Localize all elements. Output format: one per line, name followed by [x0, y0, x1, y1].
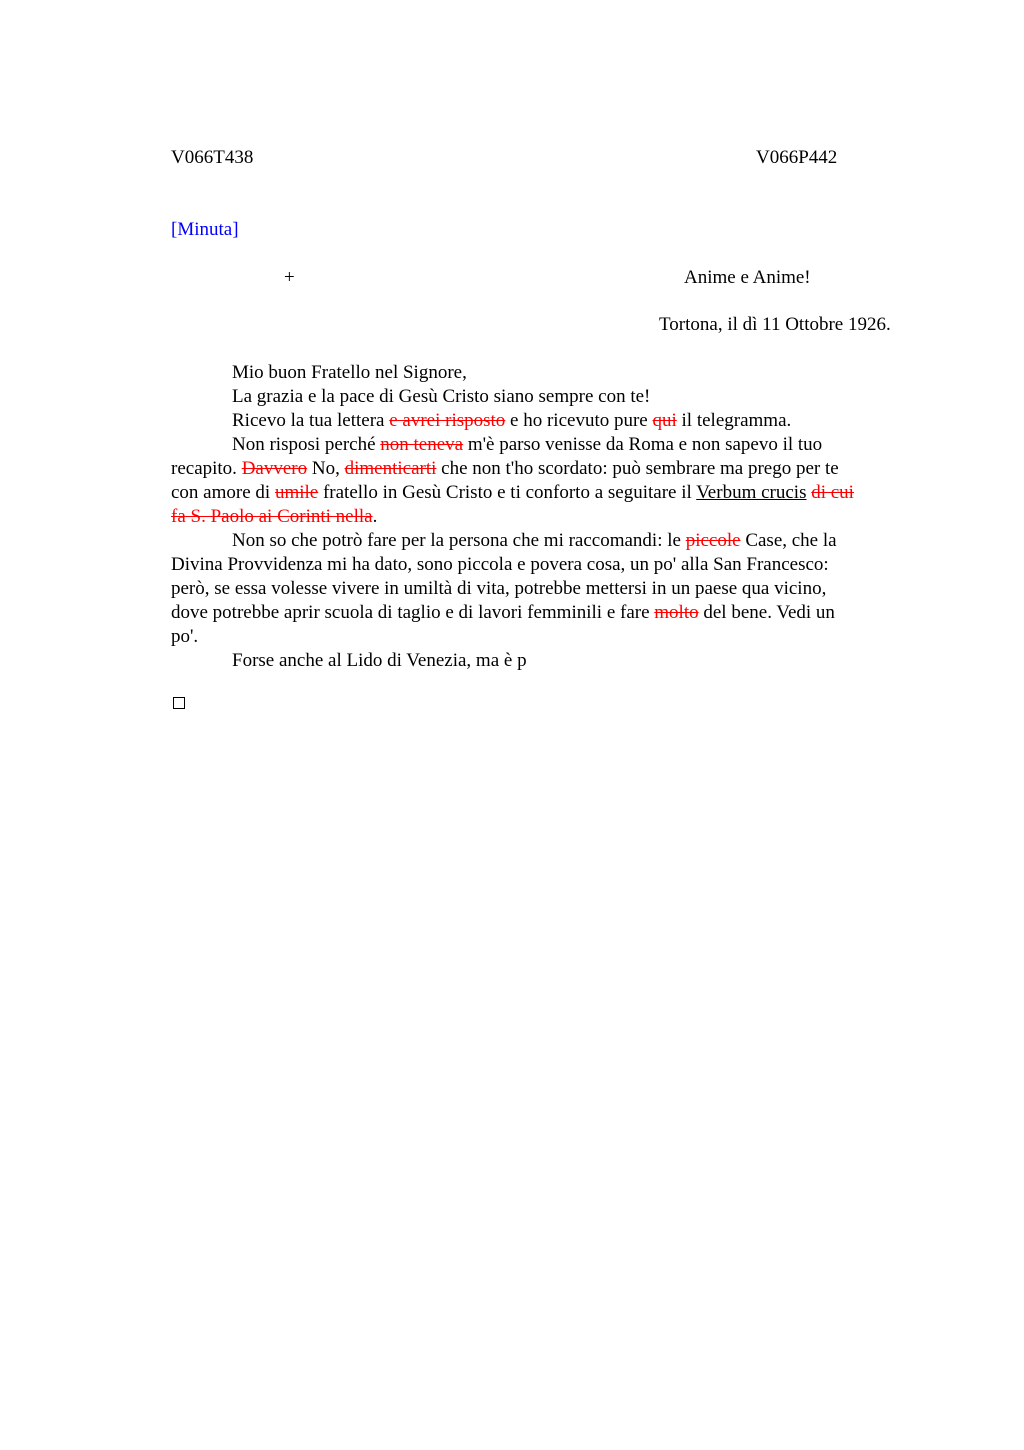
place-date: Tortona, il dì 11 Ottobre 1926.	[659, 314, 891, 335]
letter-body	[171, 361, 921, 673]
text-run: che non t'ho scordato: può sembrare ma prego per te	[436, 458, 839, 479]
text-run: dove potrebbe aprir scuola di taglio e di lavori femminili e fare	[171, 602, 655, 623]
paragraph-3-line-3: però, se essa volesse vivere in umiltà di vita, potrebbe mettersi in un paese qua vicino,	[171, 578, 827, 599]
text-run: Non risposi perché	[232, 434, 381, 455]
deleted-text: umile	[274, 482, 319, 503]
text-run: recapito.	[171, 458, 242, 479]
text-run: del bene. Vedi un	[698, 602, 835, 623]
cross-mark: +	[284, 267, 295, 288]
text-run: Ricevo la tua lettera	[232, 410, 390, 431]
text-run: No,	[307, 458, 345, 479]
deleted-text: non teneva	[380, 434, 464, 455]
text-run: m'è parso venisse da Roma e non sapevo il tuo	[463, 434, 823, 455]
paragraph-2-line-1	[171, 433, 921, 457]
paragraph-2-line-2	[171, 457, 921, 481]
deleted-text: Davvero	[241, 458, 308, 479]
deleted-text: fa S. Paolo ai Corinti nella	[171, 506, 373, 527]
deleted-text: molto	[654, 602, 699, 623]
paragraph-4: Forse anche al Lido di Venezia, ma è p	[232, 650, 527, 671]
greeting: La grazia e la pace di Gesù Cristo siano sempre con te!	[232, 386, 651, 407]
deleted-text: dimenticarti	[344, 458, 437, 479]
deleted-text: piccole	[685, 530, 741, 551]
paragraph-1	[171, 409, 921, 433]
paragraph-3-line-4	[171, 601, 921, 625]
paragraph-3-line-2: Divina Provvidenza mi ha dato, sono piccola e povera cosa, un po' alla San Francesco:	[171, 554, 829, 575]
paragraph-3-line-5: po'.	[171, 626, 199, 647]
square-outline-icon	[173, 697, 185, 709]
paragraph-2-line-4	[171, 505, 921, 529]
document-code-right: V066P442	[756, 147, 838, 168]
text-run: .	[372, 506, 378, 527]
text-run: fratello in Gesù Cristo e ti conforto a seguitare il	[318, 482, 697, 503]
deleted-text: qui	[652, 410, 677, 431]
document-code-left: V066T438	[171, 147, 254, 168]
text-run: il telegramma.	[676, 410, 792, 431]
text-run: Case, che la	[740, 530, 837, 551]
salutation: Mio buon Fratello nel Signore,	[232, 362, 467, 383]
motto: Anime e Anime!	[684, 267, 811, 288]
paragraph-2-line-3	[171, 481, 921, 505]
paragraph-3-line-1	[171, 529, 921, 553]
text-run: con amore di	[171, 482, 275, 503]
underlined-text: Verbum crucis	[696, 482, 807, 503]
draft-note: [Minuta]	[171, 219, 239, 240]
deleted-text: di cui	[811, 482, 854, 503]
text-run: e ho ricevuto pure	[505, 410, 653, 431]
text-run: Non so che potrò fare per la persona che mi raccomandi: le	[232, 530, 686, 551]
deleted-text: e avrei risposto	[389, 410, 506, 431]
